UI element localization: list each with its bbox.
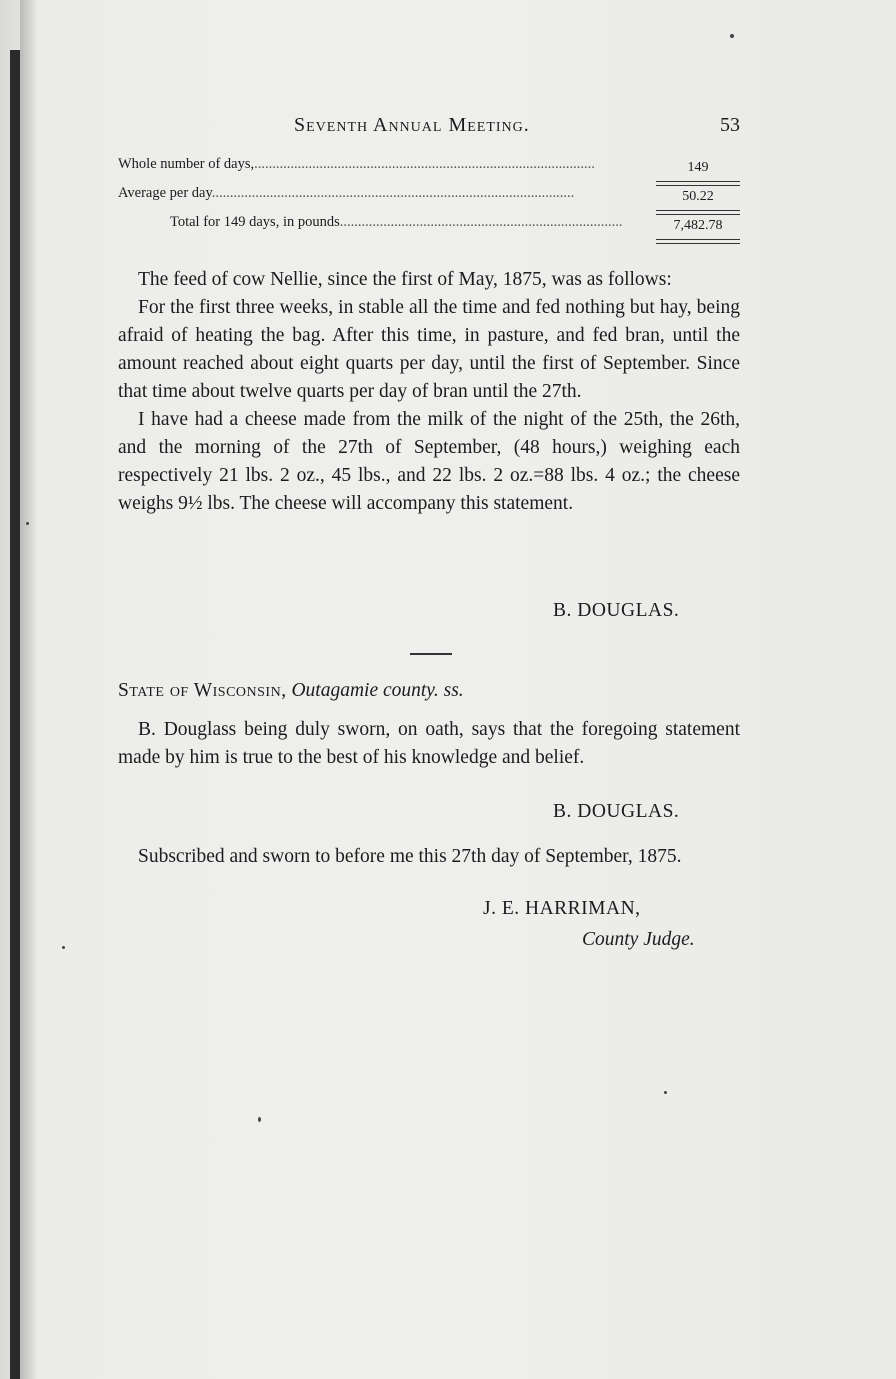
stat-label: Total for 149 days, in pounds.............................................................................. [170,214,623,230]
subscribed-section [118,843,740,871]
signature-douglas-1: B. DOUGLAS. [553,600,680,621]
stat-label: Whole number of days,.............................................................................................. [118,156,595,172]
print-speck [664,1091,667,1094]
state-name: State of Wisconsin, [118,680,287,701]
print-speck [62,946,65,949]
print-speck [258,1117,261,1122]
stat-value: 50.22 [682,189,714,204]
oath-section [118,716,740,772]
double-rule [656,239,740,244]
running-head: Seventh Annual Meeting. [294,114,530,136]
page-number: 53 [720,114,740,136]
judge-title: County Judge. [582,929,695,950]
stat-label: Average per day.................................................................................................... [118,185,575,201]
stat-value: 7,482.78 [673,218,723,233]
stat-row-days [118,152,740,181]
judge-name: J. E. HARRIMAN, [483,898,641,919]
signature-douglas-2: B. DOUGLAS. [553,801,680,822]
spine-shadow [20,0,38,1379]
paragraph-subscribed: Subscribed and sworn to before me this 27th day of September, 1875. [138,846,682,867]
stat-row-average [118,181,740,210]
section-divider [410,653,452,655]
paragraph-oath: B. Douglass being duly sworn, on oath, says that the foregoing statement made by him is true to the best of his knowledge and belief. [118,719,740,768]
stat-row-total [118,210,740,239]
print-speck [26,522,29,525]
paragraph-feed-details: For the first three weeks, in stable all the time and fed nothing but hay, being afraid of heating the bag. After this time, in pasture, and fed bran, until the amount reached about eight quarts per day, until the first of September. Since that time about twelve quarts per day of bran until the 27th. [118,297,740,402]
paragraph-cheese: I have had a cheese made from the milk of the night of the 25th, the 26th, and the morning of the 27th of September, (48 hours,) weighing each respectively 21 lbs. 2 oz., 45 lbs., and 22 lbs. 2 oz.=88 lbs. 4 oz.; the cheese weighs 9½ lbs. The cheese will accompany this statement. [118,409,740,514]
stats-table [118,152,740,239]
county-name: Outagamie county. ss. [291,680,464,701]
page-header [118,114,740,144]
book-spine [10,50,20,1379]
paragraph-feed-intro: The feed of cow Nellie, since the first of May, 1875, was as follows: [138,269,672,290]
print-speck [730,34,734,38]
stat-value: 149 [687,160,709,175]
state-heading [118,680,464,702]
feed-section [118,266,740,518]
